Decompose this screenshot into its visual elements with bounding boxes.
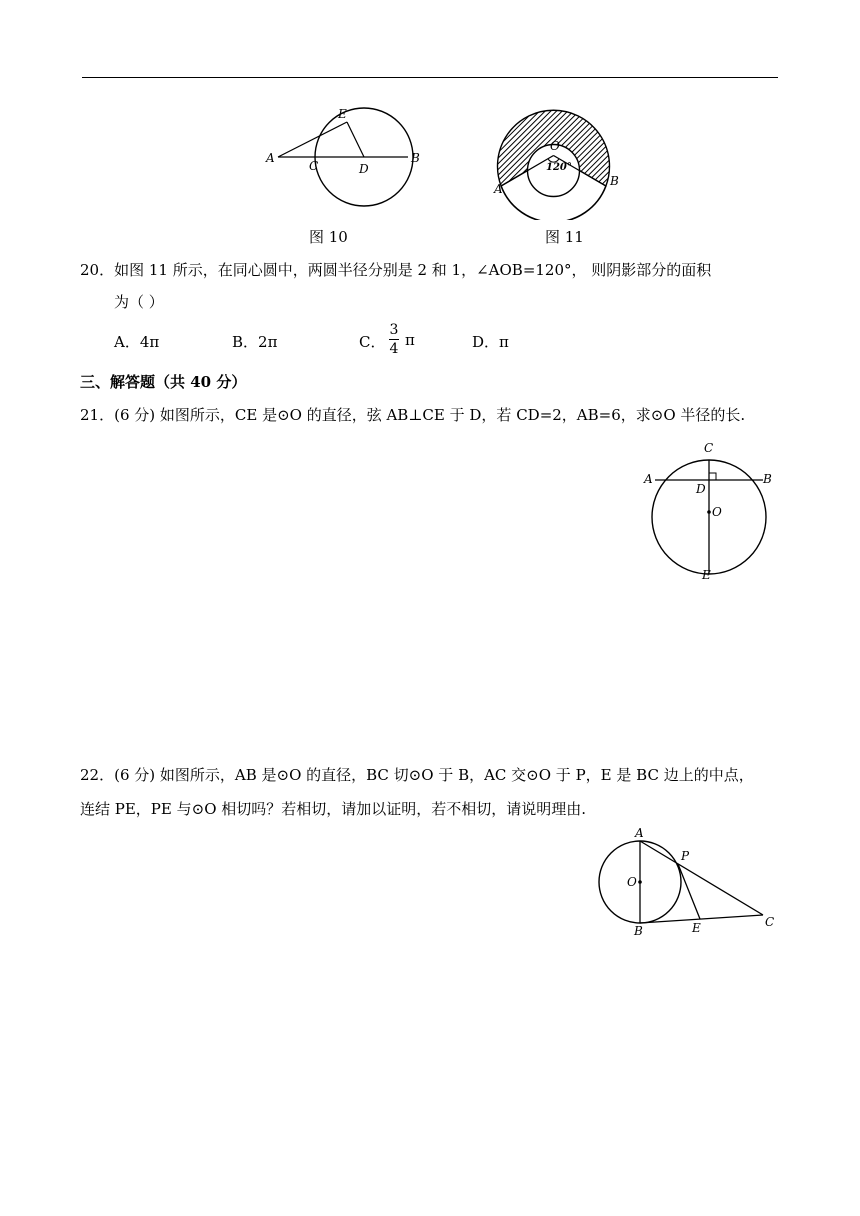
fig10-label-e: E <box>338 107 347 121</box>
q21-stem: 21．(6 分) 如图所示，CE 是⊙O 的直径，弦 AB⊥CE 于 D，若 CD=2，AB=6，求⊙O 半径的长. <box>80 406 746 424</box>
fig11-label-a: A <box>494 182 503 196</box>
q22-stem-line1: 22．(6 分) 如图所示，AB 是⊙O 的直径，BC 切⊙O 于 B，AC 交⊙O 于 P，E 是 BC 边上的中点， <box>80 766 754 784</box>
q20-option-a: A．4π <box>114 333 160 351</box>
q21-label-o: O <box>712 505 722 519</box>
figure-10-caption: 图 10 <box>309 228 348 246</box>
q20-option-b: B．2π <box>232 333 278 351</box>
figure-11-diagram <box>490 92 630 220</box>
q20-option-d: D．π <box>472 333 509 351</box>
q20-stem-line2: 为（ ） <box>114 293 164 311</box>
header-rule <box>82 77 778 78</box>
q20-stem-line1: 20．如图 11 所示，在同心圆中，两圆半径分别是 2 和 1，∠AOB=120°， 则阴影部分的面积 <box>80 261 712 279</box>
fraction-bar <box>389 339 399 340</box>
q22-label-o: O <box>627 875 637 889</box>
figure-10-diagram <box>260 100 430 215</box>
q22-label-c: C <box>765 915 775 929</box>
fig11-label-o: O <box>550 139 560 153</box>
q20-option-c-prefix: C． <box>359 333 386 351</box>
q22-stem-line2: 连结 PE，PE 与⊙O 相切吗？若相切，请加以证明，若不相切，请说明理由. <box>80 800 587 818</box>
q22-diagram <box>590 826 780 938</box>
q21-label-a: A <box>644 472 653 486</box>
fraction-numerator: 3 <box>389 322 399 338</box>
section-3-heading: 三、解答题（共 40 分） <box>80 373 247 391</box>
figure-11-caption: 图 11 <box>545 228 584 246</box>
q21-diagram <box>640 436 780 584</box>
q20-option-c-fraction <box>389 322 399 357</box>
fig10-label-a: A <box>266 151 275 165</box>
q22-label-p: P <box>681 849 690 863</box>
q21-label-d: D <box>696 482 706 496</box>
q21-label-b: B <box>763 472 772 486</box>
q21-label-c: C <box>704 441 714 455</box>
fig11-label-angle: 120° <box>546 162 572 173</box>
fig11-label-b: B <box>610 174 619 188</box>
fig10-label-b: B <box>411 151 420 165</box>
fig10-label-c: C <box>309 159 319 173</box>
q21-label-e: E <box>702 568 711 582</box>
q22-label-b: B <box>634 924 643 938</box>
q22-label-a: A <box>635 826 644 840</box>
fraction-denominator: 4 <box>389 341 399 357</box>
q20-option-c-suffix: π <box>405 331 415 349</box>
fig10-label-d: D <box>359 162 369 176</box>
q22-label-e: E <box>692 921 701 935</box>
